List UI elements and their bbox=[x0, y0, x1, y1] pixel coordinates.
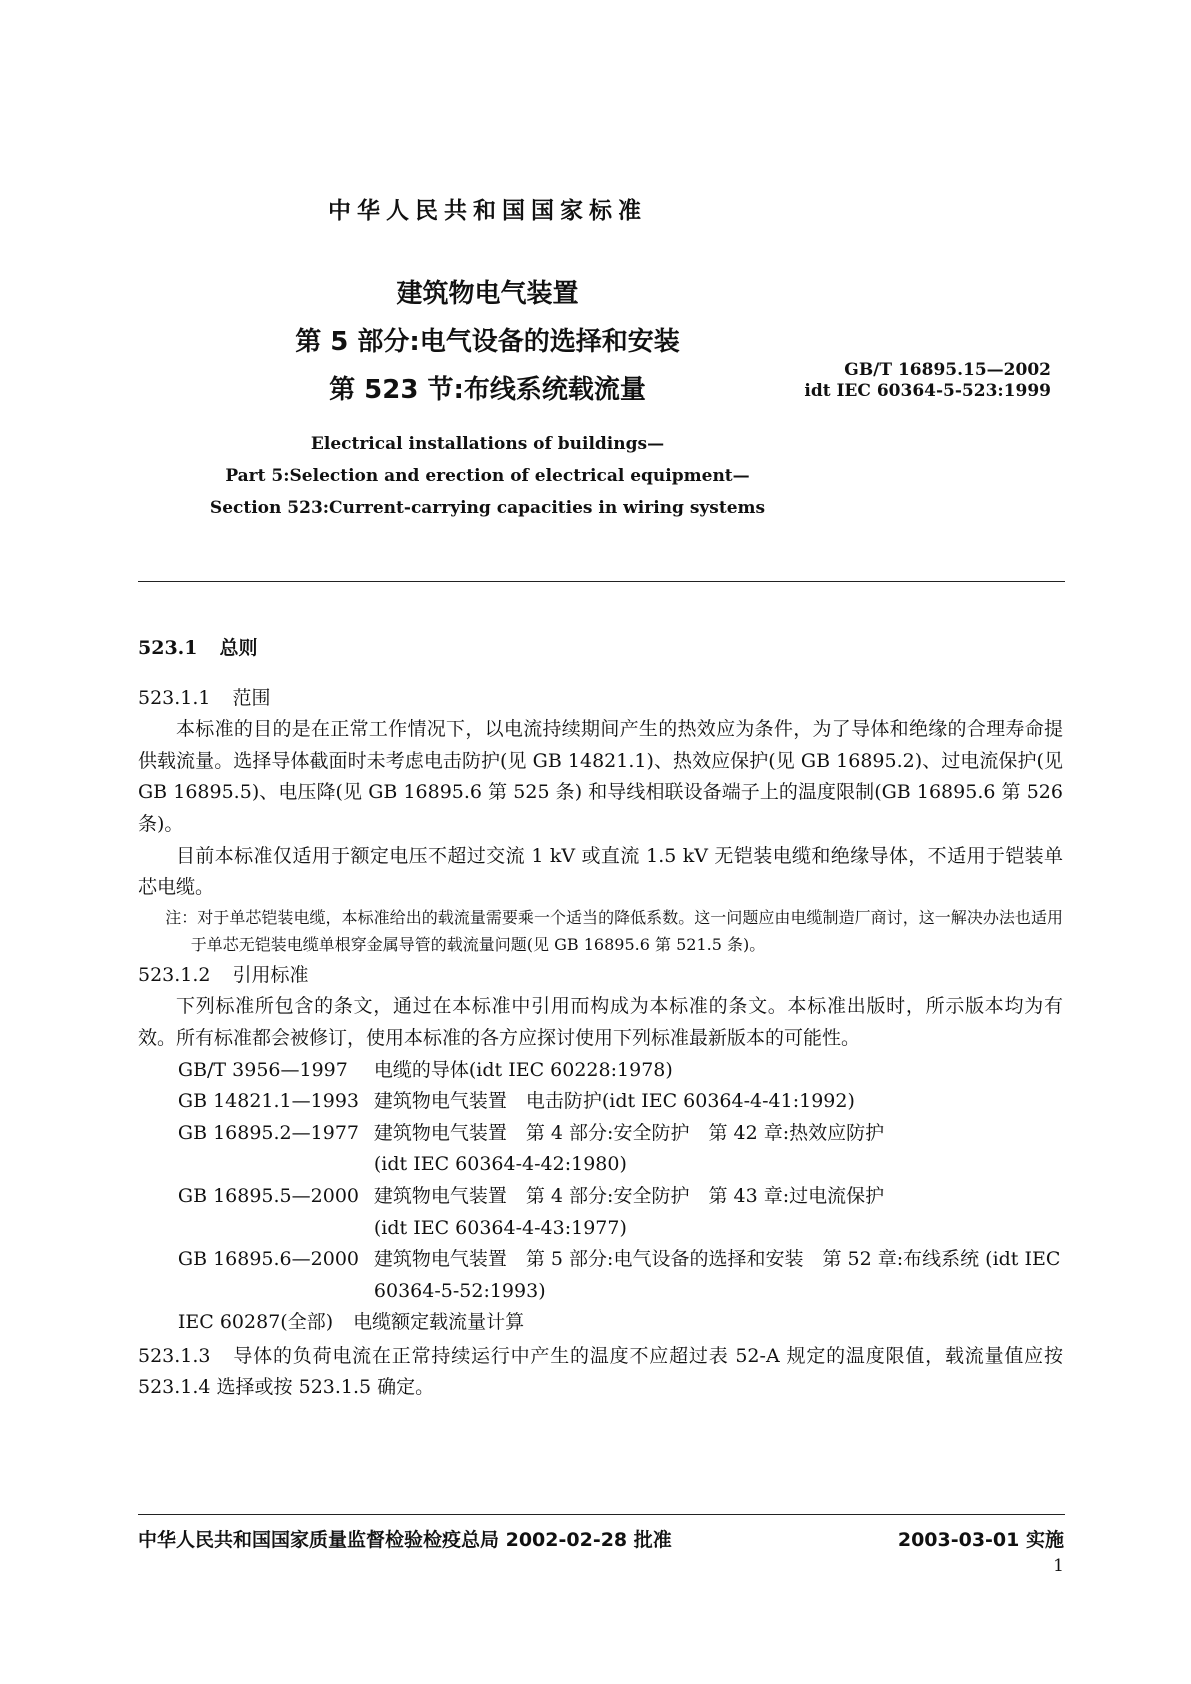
section-523-1-2 bbox=[138, 960, 1063, 1339]
reference-item bbox=[138, 1055, 1063, 1087]
reference-code: GB 16895.6—2000 bbox=[177, 1248, 359, 1271]
section-number: 523.1.1 bbox=[138, 686, 211, 709]
paragraph: 导体的负荷电流在正常持续运行中产生的温度不应超过表 52-A 规定的温度限值，载流量值应按 523.1.4 选择或按 523.1.5 确定。 bbox=[138, 1344, 1063, 1399]
section-number: 523.1 bbox=[138, 637, 198, 659]
reference-item bbox=[138, 1181, 1063, 1244]
reference-item bbox=[138, 1086, 1063, 1118]
paragraph: 目前本标准仅适用于额定电压不超过交流 1 kV 或直流 1.5 kV 无铠装电缆和绝缘导体，不适用于铠装单芯电缆。 bbox=[138, 844, 1063, 899]
section-title: 总则 bbox=[219, 637, 258, 659]
title-line: Part 5:Selection and erection of electrical equipment— bbox=[225, 466, 750, 486]
reference-title: 电缆额定载流量计算 bbox=[353, 1311, 525, 1334]
reference-code: IEC 60287(全部) bbox=[177, 1311, 334, 1334]
reference-code: GB 16895.2—1977 bbox=[177, 1121, 359, 1144]
effective-date: 2003-03-01 实施 bbox=[897, 1529, 1064, 1551]
reference-code: GB 16895.5—2000 bbox=[177, 1184, 359, 1207]
title-line: 第 5 部分:电气设备的选择和安装 bbox=[295, 327, 680, 357]
reference-title: 建筑物电气装置 电击防护(idt IEC 60364-4-41:1992) bbox=[373, 1090, 855, 1113]
page-number: 1 bbox=[1053, 1556, 1064, 1576]
reference-code: GB 14821.1—1993 bbox=[177, 1090, 359, 1113]
idt-number: idt IEC 60364-5-523:1999 bbox=[804, 381, 1051, 401]
reference-code: GB/T 3956—1997 bbox=[177, 1058, 348, 1081]
footer-divider bbox=[138, 1514, 1065, 1515]
reference-title: 建筑物电气装置 第 4 部分:安全防护 第 42 章:热效应防护 (idt IEC 60364-4-42:1980) bbox=[373, 1121, 885, 1176]
document-body bbox=[138, 633, 1063, 1404]
title-line: Electrical installations of buildings— bbox=[310, 434, 665, 454]
section-title: 引用标准 bbox=[232, 963, 309, 986]
title-line: 第 523 节:布线系统载流量 bbox=[329, 375, 646, 405]
section-heading bbox=[138, 633, 1063, 665]
section-523-1-3 bbox=[138, 1341, 1063, 1404]
title-line: 建筑物电气装置 bbox=[396, 279, 579, 309]
section-523-1 bbox=[138, 633, 1063, 665]
reference-title: 电缆的导体(idt IEC 60228:1978) bbox=[373, 1058, 673, 1081]
issuer-approval: 中华人民共和国国家质量监督检验检疫总局 2002-02-28 批准 bbox=[138, 1529, 672, 1551]
reference-title: 建筑物电气装置 第 4 部分:安全防护 第 43 章:过电流保护 (idt IEC 60364-4-43:1977) bbox=[373, 1184, 885, 1239]
section-heading bbox=[138, 683, 1063, 715]
reference-item bbox=[138, 1244, 1063, 1307]
paragraph: 本标准的目的是在正常工作情况下，以电流持续期间产生的热效应为条件，为了导体和绝缘的合理寿命提供载流量。选择导体截面时未考虑电击防护(见 GB 14821.1)、热效应保护(见 GB 16895.2)、过电流保护(见 GB 16895.5)、电压降(见 GB 16895.6 第 525 条) 和导线相联设备端子上的温度限制(GB 16895.6 第 526 条)。 bbox=[138, 718, 1063, 835]
standard-code bbox=[804, 360, 1051, 402]
section-number: 523.1.2 bbox=[138, 963, 211, 986]
title-line: Section 523:Current-carrying capacities in wiring systems bbox=[209, 498, 766, 518]
reference-title: 建筑物电气装置 第 5 部分:电气设备的选择和安装 第 52 章:布线系统 (idt IEC 60364-5-52:1993) bbox=[373, 1248, 1061, 1302]
english-title bbox=[0, 428, 975, 524]
section-title: 范围 bbox=[232, 686, 271, 709]
header-divider bbox=[138, 581, 1065, 582]
section-523-1-1 bbox=[138, 683, 1063, 958]
section-number: 523.1.3 bbox=[138, 1344, 211, 1367]
reference-item bbox=[138, 1118, 1063, 1181]
section-heading bbox=[138, 960, 1063, 992]
note: 注：对于单芯铠装电缆，本标准给出的载流量需要乘一个适当的降低系数。这一问题应由电缆制造厂商讨，这一解决办法也适用于单芯无铠装电缆单根穿金属导管的载流量问题(见 GB 16895.6 第 521.5 条)。 bbox=[165, 907, 1063, 954]
national-standard-header: 中华人民共和国国家标准 bbox=[328, 198, 647, 224]
standard-number: GB/T 16895.15—2002 bbox=[844, 360, 1051, 380]
reference-item bbox=[138, 1307, 1063, 1339]
paragraph: 下列标准所包含的条文，通过在本标准中引用而构成为本标准的条文。本标准出版时，所示版本均为有效。所有标准都会被修订，使用本标准的各方应探讨使用下列标准最新版本的可能性。 bbox=[138, 995, 1063, 1049]
